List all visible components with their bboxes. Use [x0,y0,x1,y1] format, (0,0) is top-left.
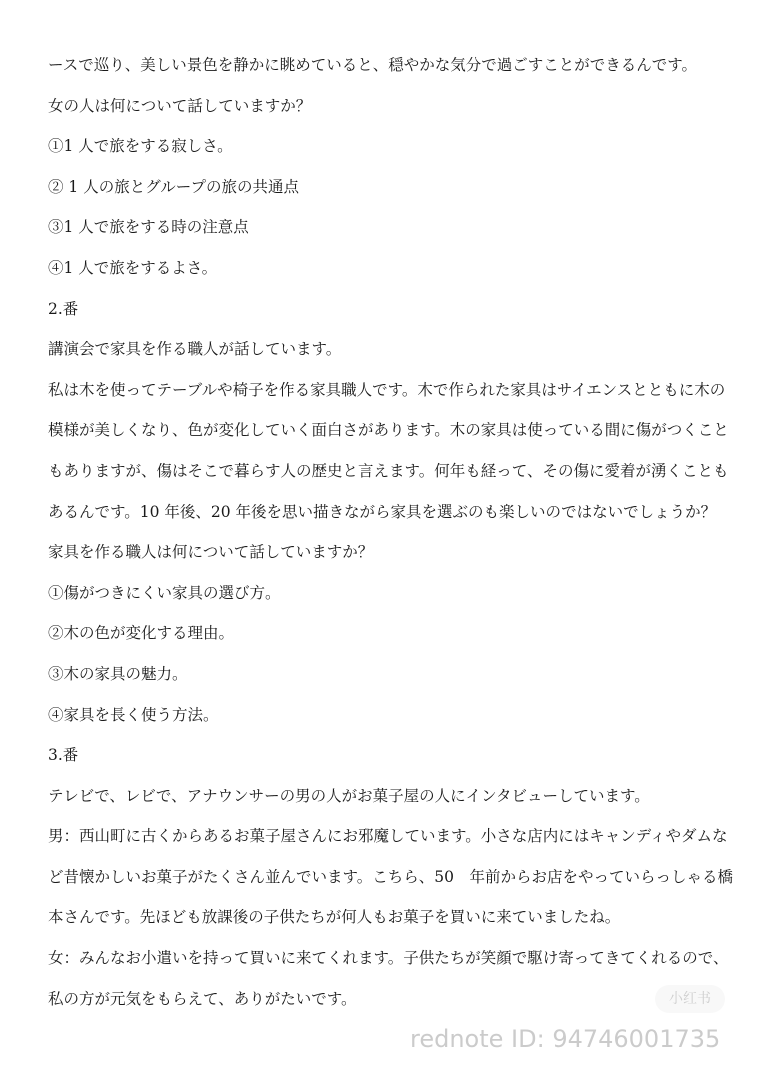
answer-option: ② 1 人の旅とグループの旅の共通点 [48,177,299,196]
question-heading: 2.番 [48,299,79,318]
passage-line: 模様が美しくなり、色が変化していく面白さがあります。木の家具は使っている間に傷がつくこと [48,421,729,440]
watermark-id: rednote ID: 94746001735 [410,1025,721,1053]
question-setup: 講演会で家具を作る職人が話しています。 [48,340,342,359]
answer-option: ③木の家具の魅力。 [48,664,188,683]
passage-line: もありますが、傷はそこで暮らす人の歴史と言えます。何年も経って、その傷に愛着が湧くことも [48,461,729,480]
passage-line: あるんです。10 年後、20 年後を思い描きながら家具を選ぶのも楽しいのではないでしょうか？ [48,502,717,521]
passage-line: ースで巡り、美しい景色を静かに眺めていると、穏やかな気分で過ごすことができるんです。 [48,56,697,74]
answer-option: ②木の色が変化する理由。 [48,624,235,643]
question-prompt: 家具を作る職人は何について話していますか？ [48,543,374,562]
answer-option: ①1 人で旅をする寂しさ。 [48,137,233,156]
watermark-logo: 小红书 [655,985,725,1013]
answer-option: ③1 人で旅をする時の注意点 [48,218,249,237]
question-setup: テレビで、レビで、アナウンサーの男の人がお菓子屋の人にインタビューしています。 [48,786,650,805]
question-heading: 3.番 [48,746,79,765]
dialogue-line: 本さんです。先ほども放課後の子供たちが何人もお菓子を買いに来ていましたね。 [48,908,621,927]
passage-line: 私は木を使ってテーブルや椅子を作る家具職人です。木で作られた家具はサイエンスとともに木の [48,380,726,399]
dialogue-line: ど昔懐かしいお菓子がたくさん並んでいます。こちら、50 年前からお店をやっていらっしゃる橋 [48,867,733,886]
answer-option: ①傷がつきにくい家具の選び方。 [48,583,281,602]
dialogue-line: 女：みんなお小遣いを持って買いに来てくれます。子供たちが笑顔で駆け寄ってきてくれるので、 [48,949,729,968]
answer-option: ④家具を長く使う方法。 [48,705,219,724]
question-prompt: 女の人は何について話していますか？ [48,96,312,115]
dialogue-line: 男：西山町に古くからあるお菓子屋さんにお邪魔しています。小さな店内にはキャンディやダムな [48,827,728,846]
answer-option: ④1 人で旅をするよさ。 [48,258,218,277]
document-page [48,55,733,1029]
dialogue-line: 私の方が元気をもらえて、ありがたいです。 [48,989,357,1008]
